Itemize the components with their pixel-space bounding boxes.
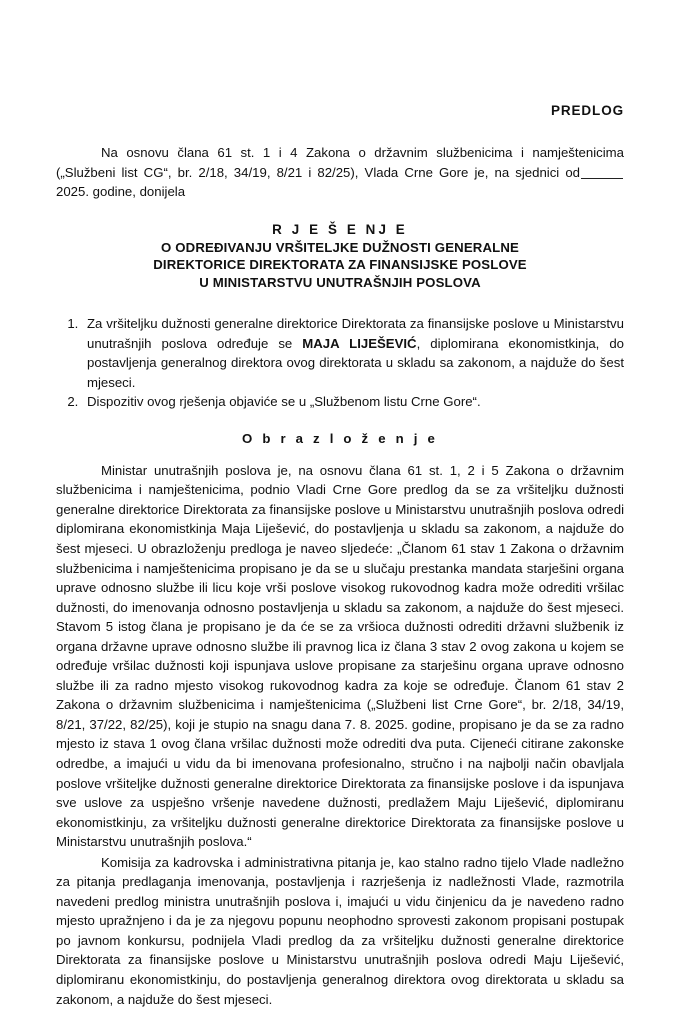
decision-title-block xyxy=(56,221,624,292)
provision-2-text: Dispozitiv ovog rješenja objaviće se u „Službenom listu Crne Gore“. xyxy=(87,394,481,410)
reasoning-paragraph-2: Komisija za kadrovska i administrativna pitanja je, kao stalno radno tijelo Vlade nadležno za pitanja predlaganja imenovanja, postavljenja i razrješenja iz nadležnosti Vlade, razmotrila navedeni predlog ministra unutrašnjih poslova i, imajući u vidu činjenicu da je navedeno radno mjesto upražnjeno i da je za njegovu popunu neophodno sprovesti zakonom propisani postupak po javnom konkursu, podnijela Vladi predlog da za vršiteljku dužnosti generalne direktorice Direktorata za finansijske poslove u Ministarstvu unutrašnjih poslova odredi Maju Liješević, diplomiranu ekonomistkinju, do postavljenja generalnog direktora ovog direktorata u skladu sa zakonom, a najduže do šest mjeseci. xyxy=(56,854,624,1007)
legal-basis-text-after-blank: 2025. godine, donijela xyxy=(56,184,186,199)
reasoning-section-heading: O b r a z l o ž e n j e xyxy=(242,430,438,446)
decision-title-line-4: U MINISTARSTVU UNUTRAŠNJIH POSLOVA xyxy=(199,274,481,290)
document-type-label: PREDLOG xyxy=(550,103,624,118)
list-item xyxy=(82,392,624,412)
decision-title-line-3: DIREKTORICE DIREKTORATA ZA FINANSIJSKE POSLOVE xyxy=(153,257,527,273)
legal-basis-text-before-blank: Na osnovu člana 61 st. 1 i 4 Zakona o državnim službenicima i namještenicima („Službeni list CG“, br. 2/18, 34/19, 8/21 i 82/25), Vlada Crne Gore je, na sjednici od xyxy=(56,145,624,180)
provisions-list xyxy=(56,314,624,412)
reasoning-paragraph-1: Ministar unutrašnjih poslova je, na osnovu člana 61 st. 1, 2 i 5 Zakona o državnim službenicima i namještenicima, podnio Vladi Crne Gore predlog da se za vršiteljku dužnosti generalne direktorice Direktorata za finansijske poslove u Ministarstvu unutrašnjih poslova odredi diplomirana ekonomistkinja Maja Liješević, do postavljenja u skladu sa zakonom, a najduže do šest mjeseci. U obrazloženju predloga je naveo sljedeće: „Članom 61 stav 1 Zakona o državnim službenicima i namještenicima propisano je da se u slučaju prestanka mandata starješini organa uprave odnosno službe ili licu koje vrši poslove visokog rukovodnog kadra može odrediti vršilac dužnosti, do imenovanja odnosno postavljenja u skladu sa zakonom, a najduže do šest mjeseci. Stavom 5 istog člana je propisano je da će se za vršioca dužnosti odrediti državni službenik iz organa državne uprave odnosno službe ili pravnog lica iz člana 3 stav 2 ovog zakona u kojem se određuje vršilac dužnosti koji ispunjava uslove propisane za starješinu organa uprave odnosno službe ili za radno mjesto visokog rukovodnog kadra za koje se određuje. Članom 61 stav 2 Zakona o državnim službenicima i namještenicima („Službeni list Crne Gore“, br. 2/18, 34/19, 8/21, 37/22, 82/25), koji je stupio na snagu dana 7. 8. 2025. godine, propisano je da se za radno mjesto iz stava 1 ovog člana vršilac dužnosti može odrediti dva puta. Cijeneći citirane zakonske odredbe, a imajući u vidu da bi imenovana profesionalno, stručno i na najbolji način obavljala poslove vršiteljke dužnosti generalne direktorice Direktorata za finansijske poslove i da ispunjava sve uslove za uspješno vršenje navedene dužnosti, predlažem Maju Liješević, diplomiranu ekonomistkinju, za vršiteljku dužnosti generalne direktorice Direktorata za finansijske poslove u Ministarstvu unutrašnjih poslova.“ xyxy=(56,462,624,850)
decision-title-line-2: O ODREĐIVANJU VRŠITELJKE DUŽNOSTI GENERALNE xyxy=(161,239,519,255)
decision-title-line-1: R J E Š E NJ E xyxy=(272,221,408,237)
legal-basis-paragraph xyxy=(56,143,624,202)
provision-1-text-part-2: , diplomirana ekonomistkinja, do postavljenja generalnog direktora ovog direktorata u skladu sa zakonom, a najduže do šest mjeseci. xyxy=(87,335,624,390)
appointee-name: MAJA LIJEŠEVIĆ xyxy=(302,335,417,351)
provision-1-text-part-1: Za vršiteljku dužnosti generalne direktorice Direktorata za finansijske poslove u Ministarstvu unutrašnjih poslova određuje se xyxy=(87,316,624,351)
list-item xyxy=(82,314,624,392)
date-blank-fill-in xyxy=(581,178,623,179)
